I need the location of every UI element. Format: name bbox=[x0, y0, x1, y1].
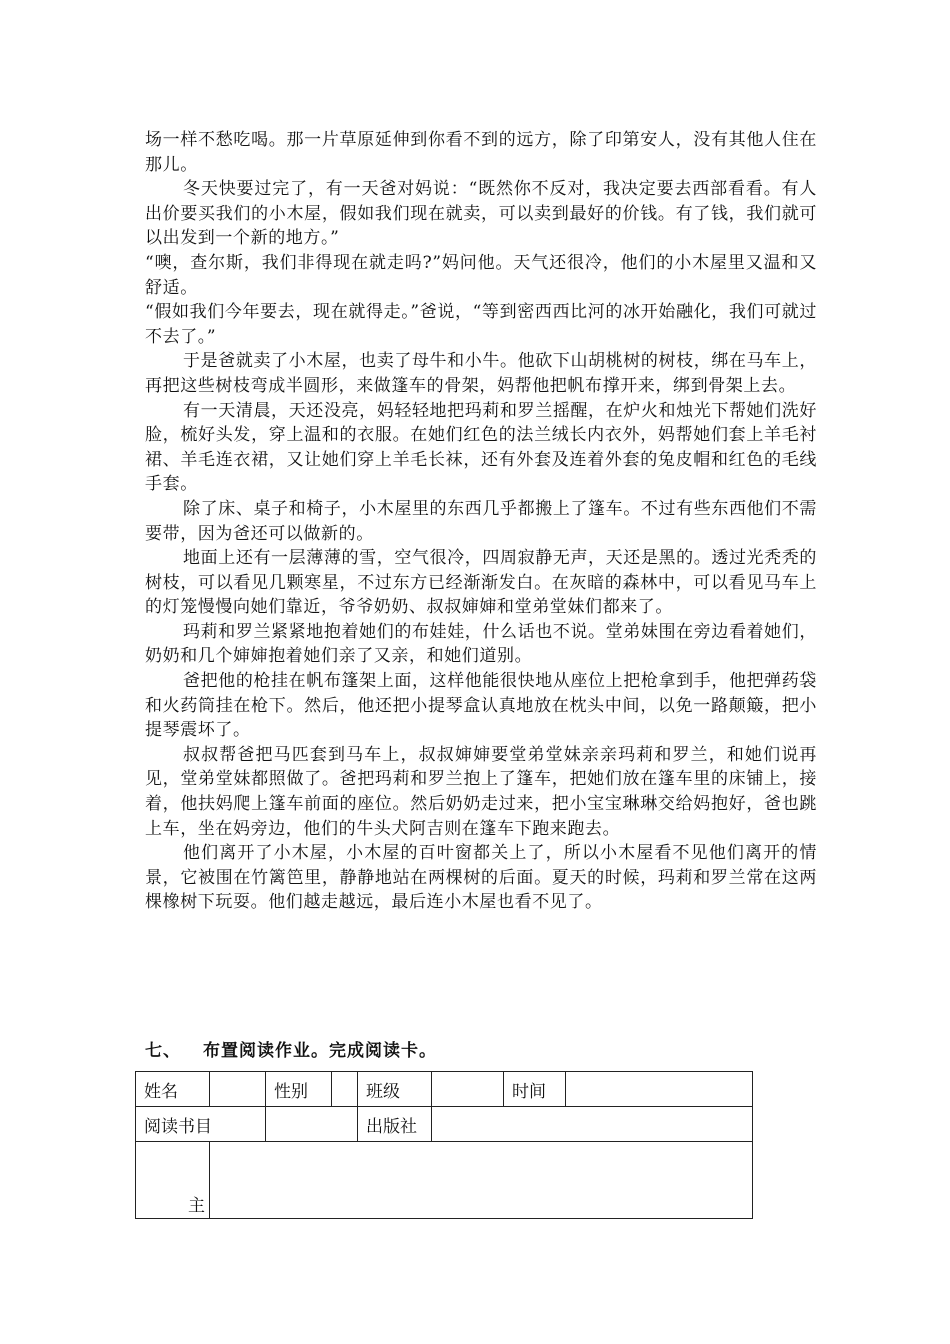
section-number: 七、 bbox=[145, 1041, 181, 1061]
time-label: 时间 bbox=[504, 1072, 566, 1107]
gender-field[interactable] bbox=[332, 1072, 358, 1107]
paragraph: “假如我们今年要去，现在就得走。”爸说，“等到密西西比河的冰开始融化，我们可就过不去了。” bbox=[145, 302, 817, 347]
section-title: 布置阅读作业。完成阅读卡。 bbox=[203, 1041, 437, 1061]
name-field[interactable] bbox=[210, 1072, 266, 1107]
main-content-label: 主 bbox=[136, 1142, 210, 1219]
table-row bbox=[136, 1107, 753, 1142]
paragraph: 冬天快要过完了，有一天爸对妈说：“既然你不反对，我决定要去西部看看。有人出价要买我们的小木屋，假如我们现在就卖，可以卖到最好的价钱。有了钱，我们就可以出发到一个新的地方。” bbox=[145, 179, 817, 249]
book-label: 阅读书目 bbox=[136, 1107, 266, 1142]
main-content-field[interactable] bbox=[210, 1142, 753, 1219]
table-row bbox=[136, 1072, 753, 1107]
table-row bbox=[136, 1142, 753, 1219]
time-field[interactable] bbox=[566, 1072, 753, 1107]
book-field[interactable] bbox=[266, 1107, 358, 1142]
reading-card-table bbox=[135, 1071, 753, 1219]
class-label: 班级 bbox=[358, 1072, 432, 1107]
section-heading bbox=[145, 1036, 437, 1061]
paragraph: 他们离开了小木屋，小木屋的百叶窗都关上了，所以小木屋看不见他们离开的情景，它被围在竹篱笆里，静静地站在两棵树的后面。夏天的时候，玛莉和罗兰常在这两棵橡树下玩耍。他们越走越远，最后连小木屋也看不见了。 bbox=[145, 843, 817, 913]
name-label: 姓名 bbox=[136, 1072, 210, 1107]
paragraph: 爸把他的枪挂在帆布篷架上面，这样他能很快地从座位上把枪拿到手，他把弹药袋和火药筒挂在枪下。然后，他还把小提琴盒认真地放在枕头中间，以免一路颠簸，把小提琴震坏了。 bbox=[145, 671, 817, 741]
class-field[interactable] bbox=[432, 1072, 504, 1107]
paragraph: 有一天清晨，天还没亮，妈轻轻地把玛莉和罗兰摇醒，在炉火和烛光下帮她们洗好脸，梳好头发，穿上温和的衣服。在她们红色的法兰绒长内衣外，妈帮她们套上羊毛衬裙、羊毛连衣裙，又让她们穿上羊毛长袜，还有外套及连着外套的兔皮帽和红色的毛线手套。 bbox=[145, 400, 817, 495]
paragraph: 除了床、桌子和椅子，小木屋里的东西几乎都搬上了篷车。不过有些东西他们不需要带，因为爸还可以做新的。 bbox=[145, 498, 817, 544]
paragraph: 玛莉和罗兰紧紧地抱着她们的布娃娃，什么话也不说。堂弟妹围在旁边看着她们，奶奶和几个婶婶抱着她们亲了又亲，和她们道别。 bbox=[145, 621, 817, 667]
gender-label: 性别 bbox=[266, 1072, 332, 1107]
paragraph: 地面上还有一层薄薄的雪，空气很冷，四周寂静无声，天还是黑的。透过光秃秃的树枝，可以看见几颗寒星，不过东方已经渐渐发白。在灰暗的森林中，可以看见马车上的灯笼慢慢向她们靠近，爷爷奶奶、叔叔婶婶和堂弟堂妹们都来了。 bbox=[145, 548, 817, 618]
paragraph: 场一样不愁吃喝。那一片草原延伸到你看不到的远方，除了印第安人，没有其他人住在那儿。 bbox=[145, 130, 817, 175]
paragraph: 叔叔帮爸把马匹套到马车上，叔叔婶婶要堂弟堂妹亲亲玛莉和罗兰，和她们说再见，堂弟堂妹都照做了。爸把玛莉和罗兰抱上了篷车，把她们放在篷车里的床铺上，接着，他扶妈爬上篷车前面的座位。然后奶奶走过来，把小宝宝琳琳交给妈抱好，爸也跳上车，坐在妈旁边，他们的牛头犬阿吉则在篷车下跑来跑去。 bbox=[145, 744, 817, 839]
publisher-field[interactable] bbox=[432, 1107, 753, 1142]
paragraph: “噢，查尔斯，我们非得现在就走吗?”妈问他。天气还很冷，他们的小木屋里又温和又舒适。 bbox=[145, 252, 817, 298]
document-body bbox=[145, 128, 817, 915]
paragraph: 于是爸就卖了小木屋，也卖了母牛和小牛。他砍下山胡桃树的树枝，绑在马车上，再把这些树枝弯成半圆形，来做篷车的骨架，妈帮他把帆布撑开来，绑到骨架上去。 bbox=[145, 351, 817, 396]
publisher-label: 出版社 bbox=[358, 1107, 432, 1142]
